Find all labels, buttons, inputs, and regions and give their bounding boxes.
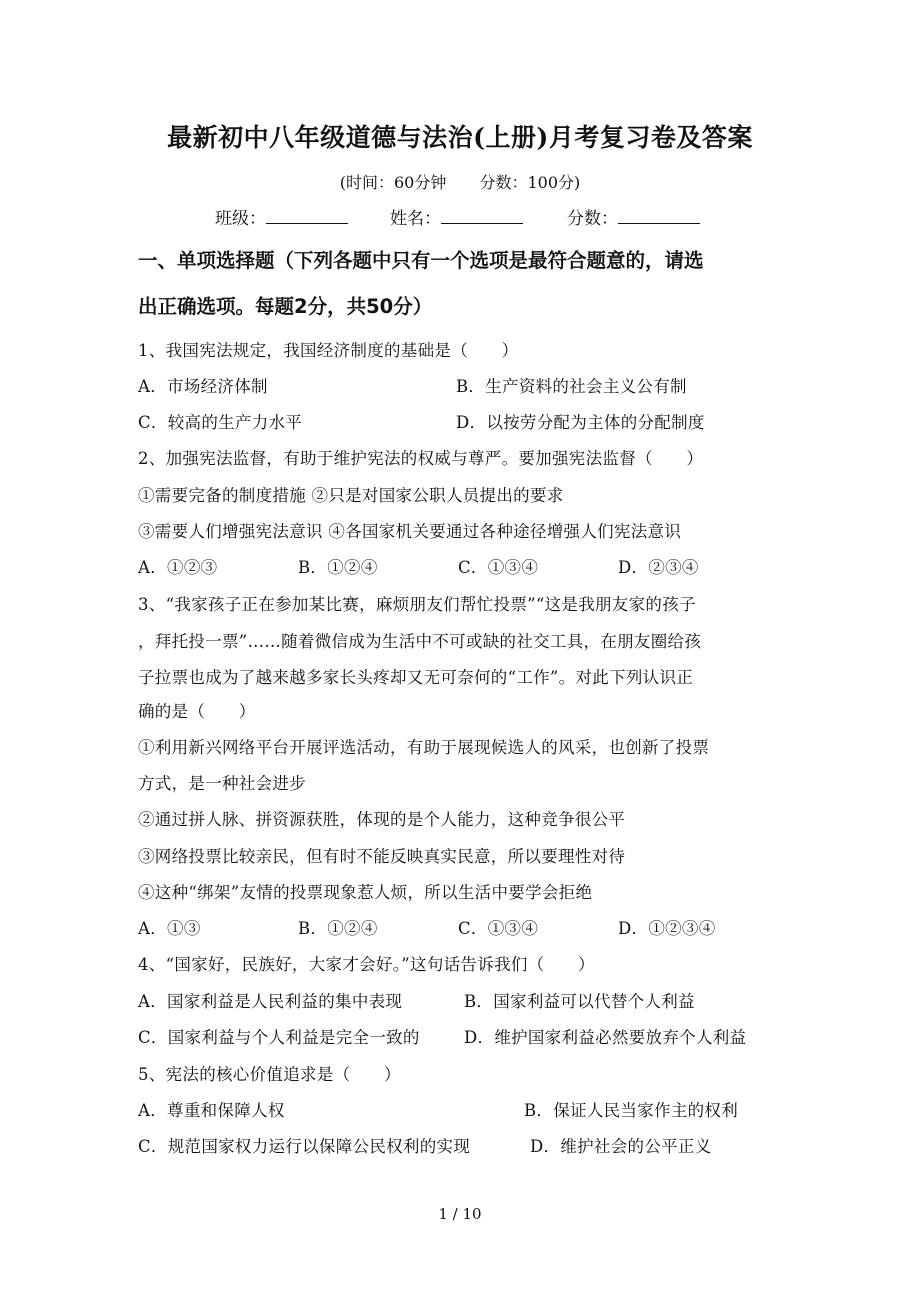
score-blank [618,209,700,224]
time-info: (时间：60分钟 [339,173,447,192]
q3-stem-line2: ，拜托投一票”……随着微信成为生活中不可或缺的社交工具，在朋友圈给孩 [138,632,702,651]
q3-option-d: D．①②③④ [618,919,716,938]
name-field [390,204,523,229]
exam-info [0,170,920,193]
q2-option-c: C．①③④ [458,558,539,577]
section-heading-line1: 一、单项选择题（下列各题中只有一个选项是最符合题意的，请选 [138,249,704,272]
q3-statement-1b: 方式，是一种社会进步 [138,774,306,793]
q5-option-c: C．规范国家权力运行以保障公民权利的实现 [138,1137,471,1156]
page-title: 最新初中八年级道德与法治(上册)月考复习卷及答案 [167,123,753,152]
q4-stem: 4、“国家好，民族好，大家才会好。”这句话告诉我们（ ） [138,955,595,974]
q3-option-b: B．①②④ [298,919,378,938]
q2-option-a: A．①②③ [138,558,218,577]
name-blank [441,209,523,224]
q3-stem-line4: 确的是（ ） [138,702,256,721]
q1-option-c: C．较高的生产力水平 [138,413,303,432]
class-blank [266,209,348,224]
q4-option-a: A．国家利益是人民利益的集中表现 [138,992,403,1011]
q1-option-b: B．生产资料的社会主义公有制 [456,377,687,396]
q3-option-c: C．①③④ [458,919,539,938]
score-info: 分数：100分) [479,173,581,192]
name-label: 姓名： [390,209,441,229]
q4-option-d: D．维护国家利益必然要放弃个人利益 [464,1028,747,1047]
q2-statement-2: ③需要人们增强宪法意识 ④各国家机关要通过各种途径增强人们宪法意识 [138,522,682,541]
q4-option-b: B．国家利益可以代替个人利益 [464,992,695,1011]
q1-option-d: D．以按劳分配为主体的分配制度 [456,413,705,432]
q2-option-b: B．①②④ [298,558,378,577]
q3-statement-3: ③网络投票比较亲民，但有时不能反映真实民意，所以要理性对待 [138,847,626,866]
class-label: 班级： [215,209,266,229]
score-label: 分数： [567,209,618,229]
section-heading-line2: 出正确选项。每题2分，共50分） [138,295,433,318]
q1-stem: 1、我国宪法规定，我国经济制度的基础是（ ） [138,341,519,360]
q3-stem-line1: 3、“我家孩子正在参加某比赛，麻烦朋友们帮忙投票”“这是我朋友家的孩子 [138,595,696,614]
score-field [567,204,700,229]
q5-option-d: D．维护社会的公平正义 [530,1137,712,1156]
q2-statement-1: ①需要完备的制度措施 ②只是对国家公职人员提出的要求 [138,486,564,505]
q3-option-a: A．①③ [138,919,201,938]
q3-statement-4: ④这种“绑架”友情的投票现象惹人烦，所以生活中要学会拒绝 [138,883,593,902]
q4-option-c: C．国家利益与个人利益是完全一致的 [138,1028,420,1047]
q5-option-a: A．尊重和保障人权 [138,1101,285,1120]
q1-option-a: A．市场经济体制 [138,377,268,396]
class-field [215,204,348,229]
q3-statement-1a: ①利用新兴网络平台开展评选活动，有助于展现候选人的风采，也创新了投票 [138,738,710,757]
q2-option-d: D．②③④ [618,558,699,577]
q5-stem: 5、宪法的核心价值追求是（ ） [138,1065,401,1084]
q3-statement-2: ②通过拼人脉、拼资源获胜，体现的是个人能力，这种竞争很公平 [138,810,626,829]
q2-stem: 2、加强宪法监督，有助于维护宪法的权威与尊严。要加强宪法监督（ ） [138,449,704,468]
q5-option-b: B．保证人民当家作主的权利 [524,1101,739,1120]
q3-stem-line3: 子拉票也成为了越来越多家长头疼却又无可奈何的“工作”。对此下列认识正 [138,668,694,687]
page-number: 1 / 10 [438,1205,482,1223]
